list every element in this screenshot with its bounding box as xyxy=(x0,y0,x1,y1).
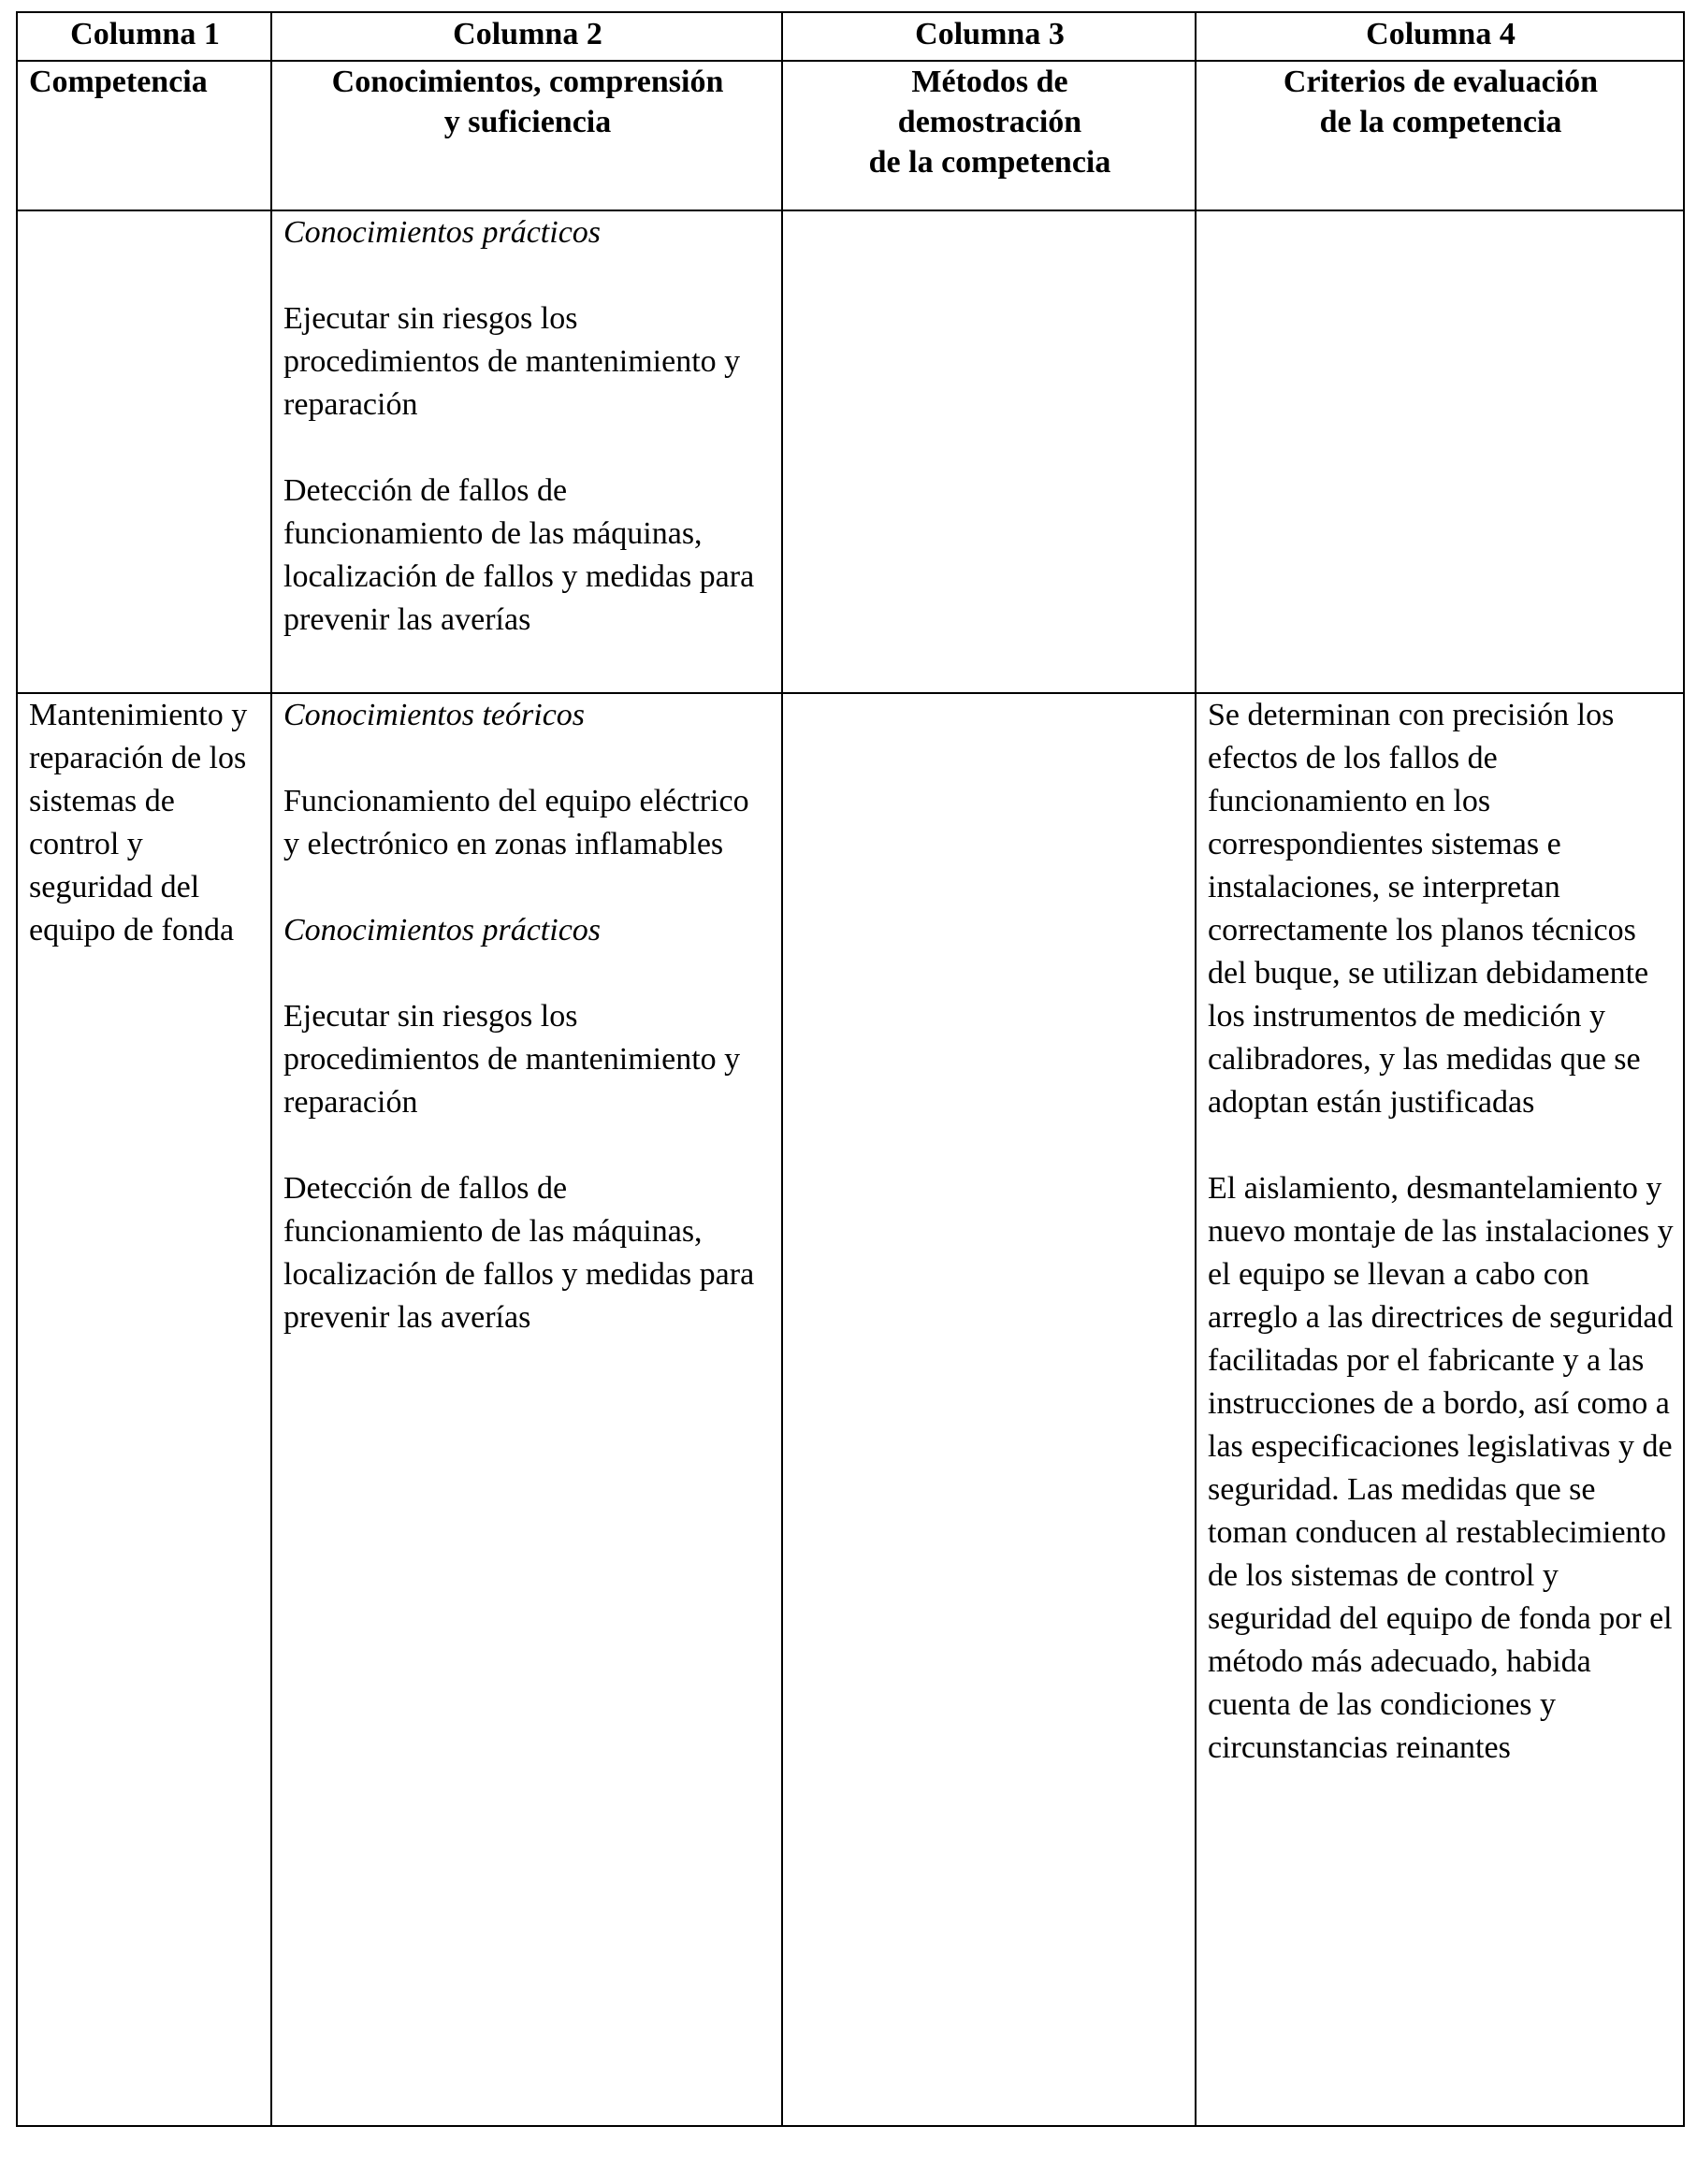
section-heading: Conocimientos prácticos xyxy=(283,913,602,947)
column-title-conocimientos xyxy=(271,61,782,210)
criterios-cell xyxy=(1196,693,1684,2126)
metodos-cell xyxy=(782,693,1196,2126)
column-title-metodos-line-1: Métodos de xyxy=(911,65,1068,99)
column-number-1: Columna 1 xyxy=(17,12,271,61)
column-title-metodos-line-2: demostración xyxy=(897,105,1082,139)
conocimientos-cell xyxy=(271,210,782,693)
competencia-cell xyxy=(17,693,271,2126)
conocimientos-cell xyxy=(271,693,782,2126)
column-number-row xyxy=(17,12,1684,61)
table-row xyxy=(17,210,1684,693)
column-title-criterios-line-2: de la competencia xyxy=(1319,105,1562,139)
competency-table xyxy=(16,11,1685,2127)
table-row xyxy=(17,693,1684,2126)
column-number-3: Columna 3 xyxy=(782,12,1196,61)
knowledge-item: Detección de fallos de funcionamiento de las máquinas, localización de fallos y medidas para prevenir las averías xyxy=(283,473,755,637)
knowledge-item: Ejecutar sin riesgos los procedimientos de mantenimiento y reparación xyxy=(283,301,741,422)
competencia-text: Mantenimiento y reparación de los sistemas de control y seguridad del equipo de fonda xyxy=(29,698,248,947)
document-page xyxy=(16,11,1683,2127)
criterios-cell xyxy=(1196,210,1684,693)
knowledge-item: Ejecutar sin riesgos los procedimientos de mantenimiento y reparación xyxy=(283,999,741,1120)
column-title-criterios xyxy=(1196,61,1684,210)
column-title-competencia: Competencia xyxy=(17,61,271,210)
column-number-2: Columna 2 xyxy=(271,12,782,61)
section-heading: Conocimientos prácticos xyxy=(283,215,602,250)
section-heading: Conocimientos teóricos xyxy=(283,698,586,732)
column-title-row xyxy=(17,61,1684,210)
criterion-text: El aislamiento, desmantelamiento y nuevo montaje de las instalaciones y el equipo se llevan a cabo con arreglo a las directrices de seguridad facilitadas por el fabricante y a las instrucciones de a bordo, así como a las especificaciones legislativas y de seguridad. Las medidas que se toman conducen al restablecimiento de los sistemas de control y seguridad del equipo de fonda por el método más adecuado, habida cuenta de las condiciones y circunstancias reinantes xyxy=(1208,1171,1674,1765)
column-title-metodos-line-3: de la competencia xyxy=(868,145,1111,180)
column-title-conocimientos-line-1: Conocimientos, comprensión xyxy=(331,65,724,99)
metodos-cell xyxy=(782,210,1196,693)
column-title-metodos xyxy=(782,61,1196,210)
knowledge-item: Detección de fallos de funcionamiento de las máquinas, localización de fallos y medidas para prevenir las averías xyxy=(283,1171,755,1335)
column-title-criterios-line-1: Criterios de evaluación xyxy=(1283,65,1599,99)
knowledge-item: Funcionamiento del equipo eléctrico y electrónico en zonas inflamables xyxy=(283,784,749,861)
column-title-conocimientos-line-2: y suficiencia xyxy=(443,105,612,139)
column-number-4: Columna 4 xyxy=(1196,12,1684,61)
criterion-text: Se determinan con precisión los efectos de los fallos de funcionamiento en los correspondientes sistemas e instalaciones, se interpretan correctamente los planos técnicos del buque, se utilizan debidamente los instrumentos de medición y calibradores, y las medidas que se adoptan están justificadas xyxy=(1208,698,1649,1120)
competencia-cell xyxy=(17,210,271,693)
